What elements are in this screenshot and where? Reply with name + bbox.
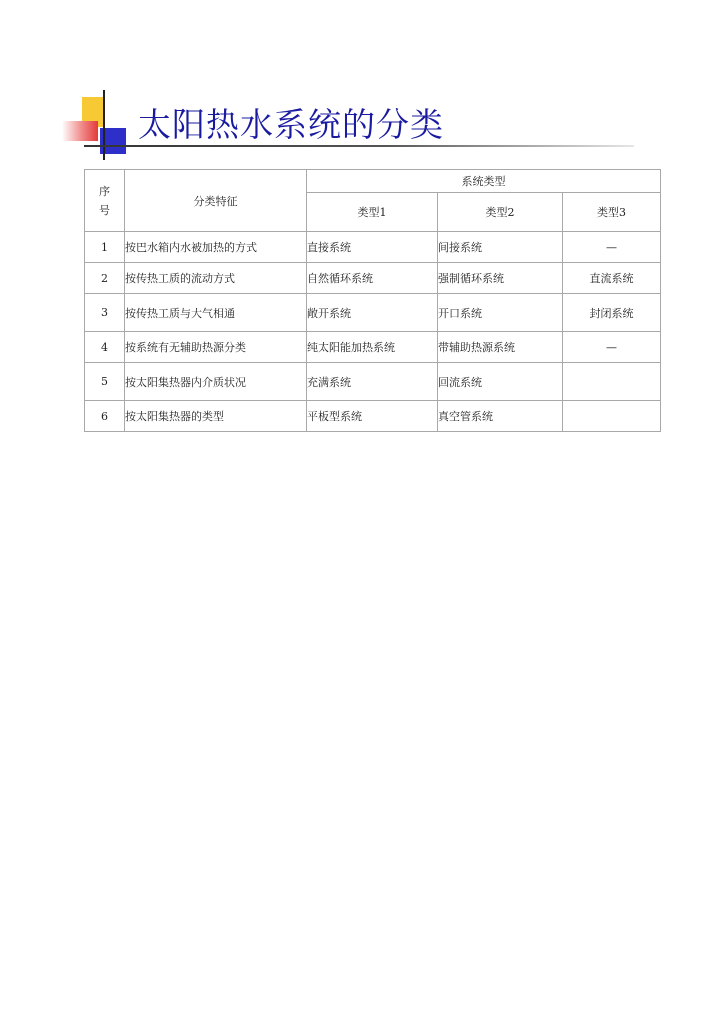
classification-table xyxy=(84,169,661,432)
row-number: 2 xyxy=(85,263,125,294)
header-type2: 类型2 xyxy=(438,193,563,232)
table-row xyxy=(85,232,661,263)
header-system-type: 系统类型 xyxy=(307,170,661,193)
header-seq-line2: 号 xyxy=(99,203,110,217)
row-type3: 封闭系统 xyxy=(563,294,661,332)
decor-vertical-line xyxy=(103,90,105,160)
row-type3 xyxy=(563,363,661,401)
row-type2: 强制循环系统 xyxy=(438,263,563,294)
table-row xyxy=(85,332,661,363)
row-feature: 按传热工质的流动方式 xyxy=(125,263,307,294)
table-row xyxy=(85,263,661,294)
row-number: 6 xyxy=(85,401,125,432)
row-feature: 按太阳集热器的类型 xyxy=(125,401,307,432)
row-type3 xyxy=(563,401,661,432)
row-type2: 间接系统 xyxy=(438,232,563,263)
decor-red-gradient-bar xyxy=(62,121,98,141)
page-title: 太阳热水系统的分类 xyxy=(138,105,444,144)
row-number: 1 xyxy=(85,232,125,263)
row-feature: 按系统有无辅助热源分类 xyxy=(125,332,307,363)
row-number: 3 xyxy=(85,294,125,332)
header-type3: 类型3 xyxy=(563,193,661,232)
row-type2: 真空管系统 xyxy=(438,401,563,432)
row-number: 4 xyxy=(85,332,125,363)
row-type2: 带辅助热源系统 xyxy=(438,332,563,363)
row-feature: 按传热工质与大气相通 xyxy=(125,294,307,332)
table-row xyxy=(85,294,661,332)
row-type3: 直流系统 xyxy=(563,263,661,294)
row-type2: 开口系统 xyxy=(438,294,563,332)
row-feature: 按太阳集热器内介质状况 xyxy=(125,363,307,401)
row-type1: 直接系统 xyxy=(307,232,438,263)
row-number: 5 xyxy=(85,363,125,401)
row-type1: 平板型系统 xyxy=(307,401,438,432)
row-type1: 充满系统 xyxy=(307,363,438,401)
header-row-1 xyxy=(85,170,661,193)
header-type1: 类型1 xyxy=(307,193,438,232)
row-type1: 纯太阳能加热系统 xyxy=(307,332,438,363)
row-type3: — xyxy=(563,332,661,363)
table-row xyxy=(85,363,661,401)
row-type1: 敞开系统 xyxy=(307,294,438,332)
header-seq xyxy=(85,170,125,232)
row-type2: 回流系统 xyxy=(438,363,563,401)
header-feature: 分类特征 xyxy=(125,170,307,232)
row-feature: 按巴水箱内水被加热的方式 xyxy=(125,232,307,263)
row-type3: — xyxy=(563,232,661,263)
header-seq-line1: 序 xyxy=(99,184,110,198)
row-type1: 自然循环系统 xyxy=(307,263,438,294)
table-row xyxy=(85,401,661,432)
